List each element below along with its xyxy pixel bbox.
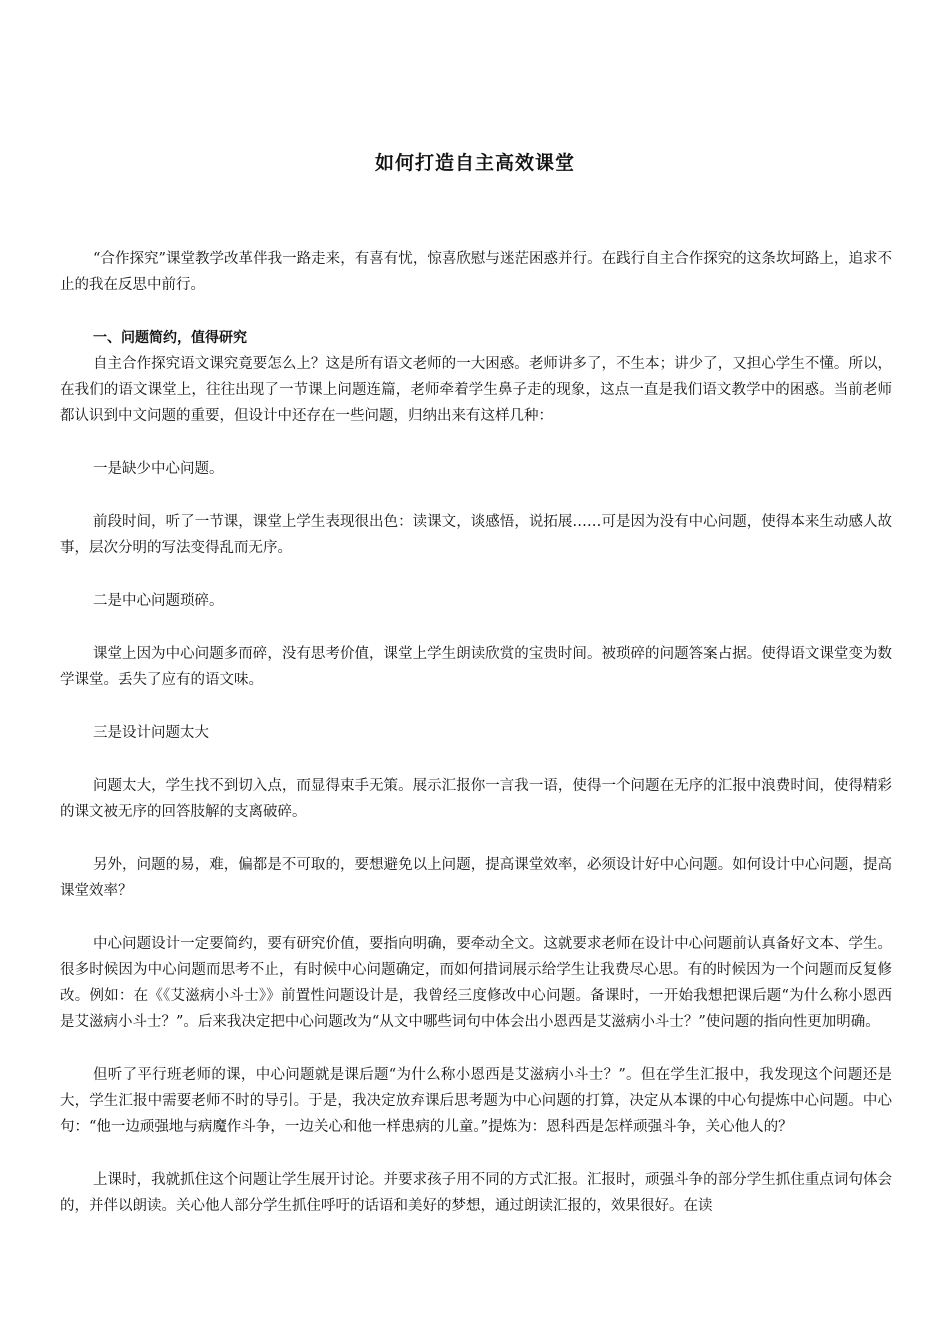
subpoint-paragraph: 二是中心问题琐碎。 <box>93 593 224 609</box>
body-paragraph: 但听了平行班老师的课，中心问题就是课后题“为什么称小恩西是艾滋病小斗士？”。但在学生汇报中，我发现这个问题还是大，学生汇报中需要老师不时的导引。于是，我决定放弃课后思考题为中心问题的打算，决定从本课的中心句提炼中心问题。中心句：“他一边顽强地与病魔作斗争，一边关心和他一样患病的儿童。”提炼为：恩科西是怎样顽强斗争，关心他人的？ <box>60 1067 892 1135</box>
subpoint-paragraph: 一是缺少中心问题。 <box>93 461 224 477</box>
document-title: 如何打造自主高效课堂 <box>374 152 575 174</box>
intro-paragraph: “合作探究”课堂教学改革伴我一路走来，有喜有忧，惊喜欣慰与迷茫困惑并行。在践行自主合作探究的这条坎坷路上，追求不止的我在反思中前行。 <box>60 251 892 293</box>
body-paragraph: 中心问题设计一定要简约，要有研究价值，要指向明确，要牵动全文。这就要求老师在设计中心问题前认真备好文本、学生。很多时候因为中心问题而思考不止，有时候中心问题确定，而如何措词展示给学生让我费尽心思。有的时候因为一个问题而反复修改。例如：在《《艾滋病小斗士》》前置性问题设计是，我曾经三度修改中心问题。备课时，一开始我想把课后题“为什么称小恩西是艾滋病小斗士？”。后来我决定把中心问题改为“从文中哪些词句中体会出小恩西是艾滋病小斗士？”使问题的指向性更加明确。 <box>60 936 892 1030</box>
body-paragraph: 上课时，我就抓住这个问题让学生展开讨论。并要求孩子用不同的方式汇报。汇报时，顽强斗争的部分学生抓住重点词句体会的，并伴以朗读。关心他人部分学生抓住呼吁的话语和美好的梦想，通过朗读汇报的，效果很好。在读 <box>60 1172 892 1214</box>
subpoint-paragraph: 三是设计问题太大 <box>93 725 209 741</box>
body-paragraph: 问题太大，学生找不到切入点，而显得束手无策。展示汇报你一言我一语，使得一个问题在无序的汇报中浪费时间，使得精彩的课文被无序的回答肢解的支离破碎。 <box>60 778 892 820</box>
body-paragraph: 另外，问题的易，难，偏都是不可取的，要想避免以上问题，提高课堂效率，必须设计好中心问题。如何设计中心问题，提高课堂效率？ <box>60 857 892 899</box>
document-body <box>60 246 892 1219</box>
body-paragraph: 前段时间，听了一节课，课堂上学生表现很出色：读课文，谈感悟，说拓展……可是因为没有中心问题，使得本来生动感人故事，层次分明的写法变得乱而无序。 <box>60 514 892 556</box>
section-heading: 一、问题简约，值得研究 <box>93 330 247 346</box>
body-paragraph: 课堂上因为中心问题多而碎，没有思考价值，课堂上学生朗读欣赏的宝贵时间。被琐碎的问题答案占据。使得语文课堂变为数学课堂。丢失了应有的语文味。 <box>60 646 892 688</box>
body-paragraph: 自主合作探究语文课究竟要怎么上？这是所有语文老师的一大困惑。老师讲多了，不生本；讲少了，又担心学生不懂。所以，在我们的语文课堂上，往往出现了一节课上问题连篇，老师牵着学生鼻子走的现象，这点一直是我们语文教学中的困惑。当前老师都认识到中文问题的重要，但设计中还存在一些问题，归纳出来有这样几种： <box>60 356 892 424</box>
